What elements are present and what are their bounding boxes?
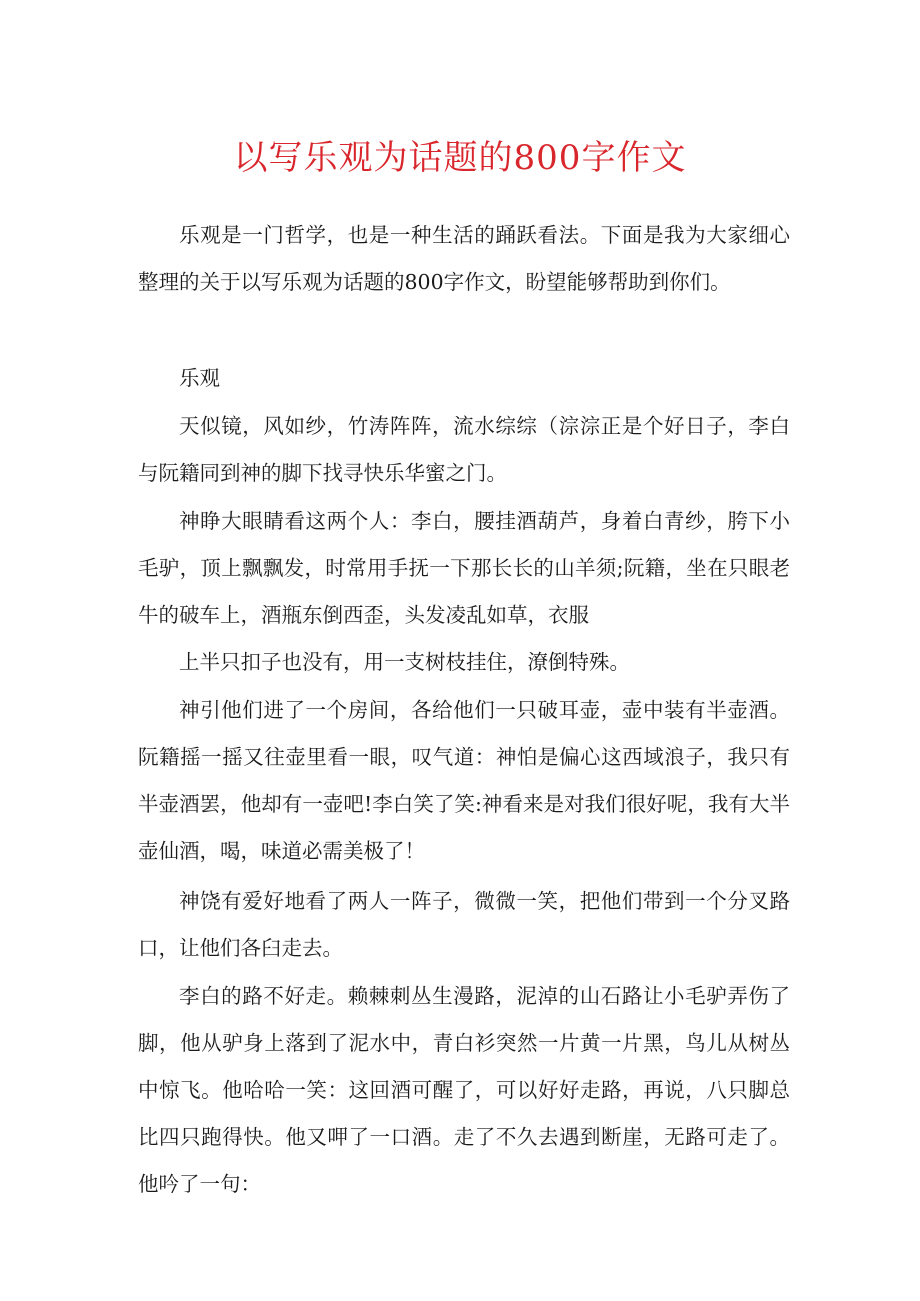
intro-paragraph: 乐观是一门哲学，也是一种生活的踊跃看法。下面是我为大家细心整理的关于以写乐观为话题的800字作文，盼望能够帮助到你们。 [138, 223, 790, 294]
body-paragraph: 神饶有爱好地看了两人一阵子，微微一笑，把他们带到一个分叉路口，让他们各臼走去。 [138, 889, 790, 960]
body-paragraph: 李白的路不好走。赖棘刺丛生漫路，泥淖的山石路让小毛驴弄伤了脚，他从驴身上落到了泥水中，青白衫突然一片黄一片黑，鸟儿从树丛中惊飞。他哈哈一笑：这回酒可醒了，可以好好走路，再说，八只脚总比四只跑得快。他又呷了一口酒。走了不久去遇到断崖，无路可走了。他吟了一句： [138, 984, 790, 1196]
section-heading: 乐观 [179, 366, 220, 390]
body-paragraph: 神引他们进了一个房间，各给他们一只破耳壶，壶中装有半壶酒。阮籍摇一摇又往壶里看一眼，叹气道：神怕是偏心这西域浪子，我只有半壶酒罢，他却有一壶吧!李白笑了笑:神看来是对我们很好呢，我有大半壶仙酒，喝，味道必需美极了！ [138, 698, 790, 863]
body-paragraph: 神睁大眼睛看这两个人：李白，腰挂酒葫芦，身着白青纱，胯下小毛驴，顶上飘飘发，时常用手抚一下那长长的山羊须;阮籍，坐在只眼老牛的破车上，酒瓶东倒西歪，头发凌乱如草，衣服 [138, 509, 790, 627]
body-paragraph: 上半只扣子也没有，用一支树枝挂住，潦倒特殊。 [179, 650, 630, 674]
document-title: 以写乐观为话题的800字作文 [233, 138, 687, 178]
body-paragraph: 天似镜，风如纱，竹涛阵阵，流水综综（淙淙正是个好日子，李白与阮籍同到神的脚下找寻快乐华蜜之门。 [138, 414, 790, 485]
